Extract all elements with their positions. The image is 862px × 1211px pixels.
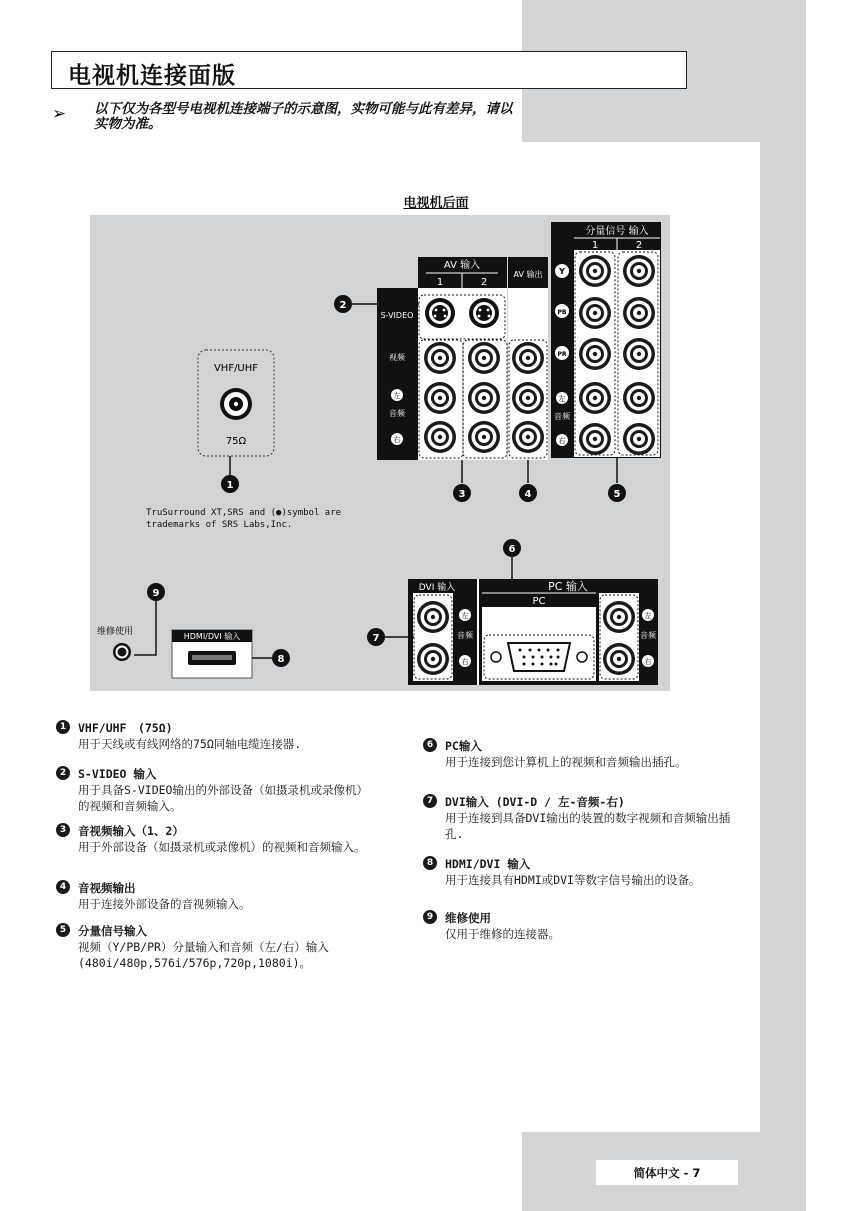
dvi-audio-left-jack[interactable]	[417, 601, 449, 633]
legend-number: 5	[56, 923, 70, 937]
comp2-pr-jack[interactable]	[623, 338, 655, 370]
vhf-label: VHF/UHF	[213, 363, 259, 374]
callout-4	[519, 484, 537, 502]
legend-number: 1	[56, 720, 70, 734]
pc-label: PC	[532, 596, 546, 607]
comp2-pb-jack[interactable]	[623, 297, 655, 329]
legend-number: 7	[423, 794, 437, 808]
av-in-label: AV 输入	[443, 260, 481, 271]
legend-number: 6	[423, 738, 437, 752]
hdmi-port[interactable]	[188, 651, 236, 665]
service-label: 维修使用	[96, 627, 134, 637]
dvi-in-label: DVI 输入	[418, 583, 456, 593]
legend-heading: HDMI/DVI 输入	[445, 857, 531, 871]
av1-audio-right-jack[interactable]	[424, 421, 456, 453]
dvi-left-label: 左	[461, 612, 469, 620]
callout-6	[503, 539, 521, 557]
av-left-label: 左	[393, 392, 401, 400]
av-right-label: 右	[393, 436, 401, 444]
comp1-pb-jack[interactable]	[579, 297, 611, 329]
comp1-pr-jack[interactable]	[579, 338, 611, 370]
pc-audio-left-jack[interactable]	[603, 601, 635, 633]
legend-heading: 音视频输入（1、2）	[78, 824, 184, 838]
svg-text:3: 3	[458, 489, 466, 500]
svg-text:9: 9	[152, 588, 160, 599]
legend-description: 用于天线或有线网络的75Ω同轴电缆连接器.	[78, 737, 302, 751]
comp-right-label: 右	[558, 437, 566, 445]
svg-text:8: 8	[277, 654, 285, 665]
legend-description: 用于连接到您计算机上的视频和音频输出插孔。	[445, 755, 687, 769]
note-arrow-icon: ➢	[52, 104, 67, 124]
legend-number: 3	[56, 823, 70, 837]
comp-2-label: 2	[635, 240, 643, 251]
pc-left-label: 左	[644, 612, 652, 620]
callout-9	[147, 583, 165, 601]
pc-audio-label: 音频	[640, 631, 656, 640]
svg-text:6: 6	[508, 544, 516, 555]
trademark-text: TruSurround XT,SRS and (●)symbol are trademarks of SRS Labs,Inc.	[146, 508, 342, 530]
legend-description: 用于连接到具备DVI输出的装置的数字视频和音频输出插孔.	[445, 811, 731, 841]
svg-text:7: 7	[372, 633, 380, 644]
legend-heading: DVI输入 (DVI-D / 左-音频-右)	[445, 795, 625, 809]
legend-description: 仅用于维修的连接器。	[445, 927, 560, 941]
ohm-label: 75Ω	[225, 436, 247, 447]
gray-margin-right	[760, 142, 806, 1211]
legend-description: 用于连接具有HDMI或DVI等数字信号输出的设备。	[445, 873, 701, 887]
legend-number: 4	[56, 880, 70, 894]
page-number: 简体中文 - 7	[633, 1166, 701, 1180]
page-title-box	[51, 51, 687, 89]
legend-description: 用于具备S-VIDEO输出的外部设备（如摄录机或录像机）的视频和音频输入。	[78, 783, 368, 813]
svg-text:4: 4	[524, 489, 532, 500]
callout-8	[272, 649, 290, 667]
comp1-y-jack[interactable]	[579, 255, 611, 287]
legend-description: 用于连接外部设备的音视频输入。	[78, 897, 251, 911]
avout-video-jack[interactable]	[512, 342, 544, 374]
comp-left-label: 左	[558, 395, 566, 403]
diagram-title: 电视机后面	[403, 196, 469, 211]
svg-text:5: 5	[613, 489, 621, 500]
comp2-audio-left-jack[interactable]	[623, 382, 655, 414]
avout-audio-left-jack[interactable]	[512, 382, 544, 414]
callout-7	[367, 628, 385, 646]
callout-2	[334, 295, 352, 313]
service-jack[interactable]	[113, 643, 131, 661]
callout-1	[221, 475, 239, 493]
dvi-right-label: 右	[461, 658, 469, 666]
video-label: 视频	[389, 353, 405, 362]
avout-audio-right-jack[interactable]	[512, 421, 544, 453]
page-number-box	[596, 1160, 738, 1185]
svg-text:2: 2	[339, 300, 347, 311]
legend-description: 用于外部设备（如摄录机或录像机）的视频和音频输入。	[78, 840, 366, 854]
av2-audio-right-jack[interactable]	[468, 421, 500, 453]
callout-3	[453, 484, 471, 502]
comp-y-label: Y	[559, 267, 565, 276]
vhf-antenna-jack[interactable]	[220, 388, 252, 420]
component-in-label: 分量信号 输入	[585, 226, 649, 237]
av2-audio-left-jack[interactable]	[468, 382, 500, 414]
av-audio-label: 音频	[389, 409, 405, 418]
dvi-audio-label: 音频	[457, 631, 473, 640]
legend-heading: 音视频输出	[78, 881, 136, 895]
comp2-audio-right-jack[interactable]	[623, 423, 655, 455]
pc-audio-right-jack[interactable]	[603, 643, 635, 675]
comp2-y-jack[interactable]	[623, 255, 655, 287]
legend-heading: VHF/UHF (75Ω)	[78, 721, 173, 735]
hdmi-dvi-in-label: HDMI/DVI 输入	[183, 632, 241, 641]
legend-heading: PC输入	[445, 739, 482, 753]
legend-heading: 分量信号输入	[78, 924, 147, 938]
av-in-2-label: 2	[480, 277, 488, 288]
legend-number: 8	[423, 856, 437, 870]
pc-in-label: PC 输入	[548, 580, 588, 593]
comp1-audio-right-jack[interactable]	[579, 423, 611, 455]
legend-heading: 维修使用	[445, 911, 491, 925]
legend-description: 视频（Y/PB/PR）分量输入和音频（左/右）输入 (480i/480p,576i/576p,720p,1080i)。	[78, 940, 329, 970]
av2-video-jack[interactable]	[468, 342, 500, 374]
svideo-jack-1[interactable]	[425, 298, 455, 328]
legend-number: 9	[423, 910, 437, 924]
comp-pr-label: PR	[557, 351, 567, 358]
callout-5	[608, 484, 626, 502]
comp1-audio-left-jack[interactable]	[579, 382, 611, 414]
comp-pb-label: PB	[557, 309, 567, 316]
note-text: 以下仅为各型号电视机连接端子的示意图，实物可能与此有差异，请以实物为准。	[94, 101, 513, 132]
av-out-label: AV 输出	[513, 270, 543, 279]
av1-audio-left-jack[interactable]	[424, 382, 456, 414]
dvi-audio-right-jack[interactable]	[417, 643, 449, 675]
svg-text:1: 1	[226, 480, 234, 491]
av-in-1-label: 1	[436, 277, 444, 288]
rear-panel-diagram	[90, 215, 670, 691]
page-title: 电视机连接面版	[68, 62, 236, 89]
comp-audio-label: 音频	[554, 412, 570, 421]
comp-1-label: 1	[591, 240, 599, 251]
rear-panel-svg	[90, 215, 670, 691]
svideo-jack-2[interactable]	[469, 298, 499, 328]
legend-number: 2	[56, 766, 70, 780]
svideo-label: S-VIDEO	[380, 311, 414, 320]
av1-video-jack[interactable]	[424, 342, 456, 374]
legend-heading: S-VIDEO 输入	[78, 767, 157, 781]
pc-right-label: 右	[644, 658, 652, 666]
